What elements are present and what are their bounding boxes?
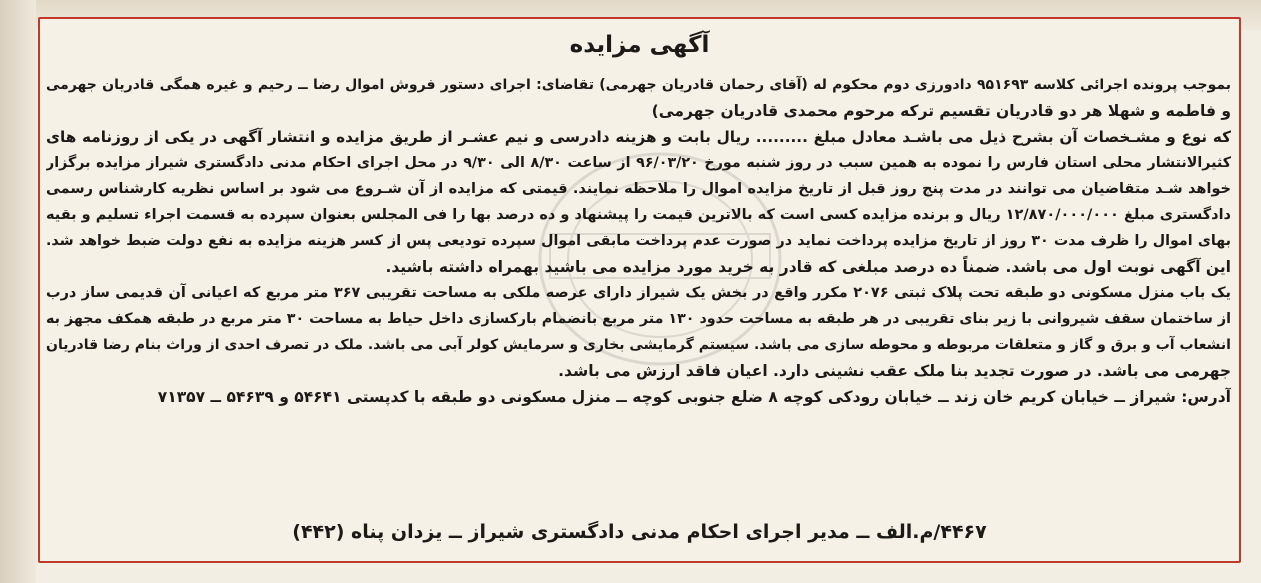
page-left-edge bbox=[0, 0, 36, 583]
text-line: خواهد شـد متقاضیان می توانند در مدت پنج روز قبل از تاریخ مزایده اموال را ملاحظه نمایند. قیمتی که مزایده از آن شـروع می شود بر اساس نظریه کارشناس رسمی bbox=[46, 181, 1231, 197]
text-line: و فاطمه و شهلا هر دو قادریان تقسیم ترکه مرحوم محمدی قادریان جهرمی) bbox=[651, 102, 1231, 120]
text-line: از ساختمان سقف شیروانی با زیر بنای تقریبی در هر طبقه به مساحت حدود ۱۳۰ متر مربع بانضمام بارکسازی داخل حیاط به مساحت ۳۰ متر مربع در طبقه همکف مجهز به bbox=[46, 311, 1231, 327]
address-line: آدرس: شیراز ــ خیابان کریم خان زند ــ خیابان رودکی کوچه ۸ ضلع جنوبی کوچه ــ منزل مسکونی دو طبقه با کدپستی ۵۴۶۴۱ و ۵۴۶۳۹ ــ ۷۱۳۵۷ bbox=[157, 388, 1231, 406]
text-line: یک باب منزل مسکونی دو طبقه تحت پلاک ثبتی ۲۰۷۶ مکرر واقع در بخش یک شیراز دارای عرصه ملکی به مساحت تقریبی ۳۶۷ متر مربع که اعیانی آن قدیمی ساز درب bbox=[46, 285, 1231, 301]
text-line: دادگستری مبلغ ۱۲/۸۷۰/۰۰۰/۰۰۰ ریال و برنده مزایده کسی است که بالاترین قیمت را پیشنهاد و ده درصد بها را فی المجلس بعنوان سپرده به قسمت اجراء تسلیم و بقیه bbox=[46, 207, 1231, 223]
text-line: کثیرالانتشار محلی استان فارس را نموده به همین سبب در روز شنبه مورخ ۹۶/۰۳/۲۰ از ساعت ۸/۳۰ الی ۹/۳۰ در محل اجرای احکام مدنی دادگستری شیراز مزایده برگزار bbox=[46, 155, 1231, 171]
text-line: بموجب پرونده اجرائی کلاسه ۹۵۱۶۹۳ دادورزی دوم محکوم له (آقای رحمان قادریان جهرمی) تقاضای: اجرای دستور فروش اموال رضا ــ رحیم و غیره همگی قادریان جهرمی bbox=[46, 77, 1231, 93]
text-line: این آگهی نوبت اول می باشد. ضمناً ده درصد مبلغی که قادر به خرید مورد مزایده می باشید بهمراه داشته باشید. bbox=[385, 258, 1231, 276]
text-line: که نوع و مشـخصات آن بشرح ذیل می باشـد معادل مبلغ ......... ریال بابت و هزینه دادرسی و نیم عشـر از طریق مزایده و انتشار آگهی در یکی از روزنامه های bbox=[46, 128, 1231, 146]
notice-title: آگهی مزایده bbox=[569, 32, 710, 58]
notice-body bbox=[46, 72, 1231, 410]
auction-notice-box bbox=[38, 17, 1241, 563]
text-line: انشعاب آب و برق و گاز و متعلقات مربوطه و محوطه سازی می باشد. سیستم گرمایشی بخاری و سرمایش کولر آبی می باشد. ملک در تصرف احدی از وراث بنام رضا قادریان bbox=[46, 337, 1231, 353]
notice-signature: ۴۴۶۷/م.الف ــ مدیر اجرای احکام مدنی دادگستری شیراز ــ یزدان پناه (۴۴۲) bbox=[292, 521, 987, 543]
text-line: بهای اموال را ظرف مدت ۳۰ روز از تاریخ مزایده پرداخت نماید در صورت عدم پرداخت مابقی اموال سپرده تودیعی پس از کسر هزینه مزایده به نفع دولت ضبط خواهد شد. bbox=[46, 233, 1231, 249]
text-line: جهرمی می باشد. در صورت تجدید بنا ملک عقب نشینی دارد. اعیان فاقد ارزش می باشد. bbox=[558, 362, 1231, 380]
